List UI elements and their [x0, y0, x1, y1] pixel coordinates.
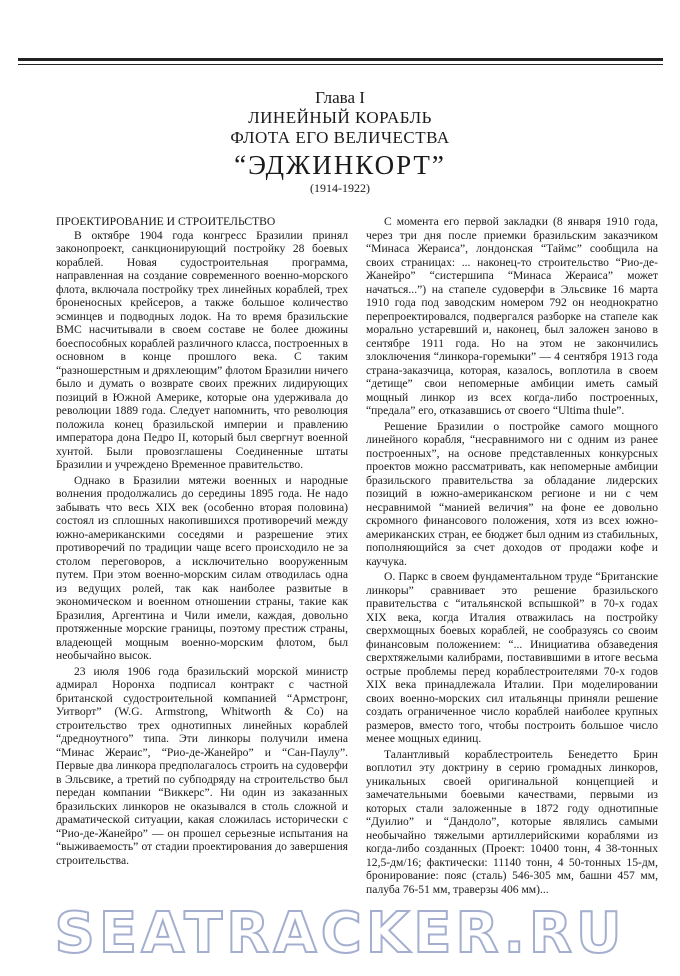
paragraph: Однако в Бразилии мятежи военных и народные волнения продолжались до середины 1895 года. Не надо забывать что весь XIX век (особенно вторая половина) состоял из сплошных накопившихся противоречий между южно-американскими соседями и разрешение этих противоречий по традиции чаще всего происходило не за столом переговоров, а исключительно вооруженным путем. При этом военно-морским силам отводилась одна из ведущих ролей, так как наиболее развитые в экономическом и военном отношении страны, такие как Бразилия, Аргентина и Чили имели, каждая, довольно протяженные морские границы, поэтому престиж страны, владеющей мощным военно-морским флотом, был необычайно высок.: [56, 473, 348, 662]
top-rule-thick: [18, 58, 663, 61]
title-line-1: ЛИНЕЙНЫЙ КОРАБЛЬ: [248, 108, 432, 127]
watermark: [10, 898, 670, 964]
section-title: ПРОЕКТИРОВАНИЕ И СТРОИТЕЛЬСТВО: [56, 215, 276, 228]
title-line-2: ФЛОТА ЕГО ВЕЛИЧЕСТВА: [230, 128, 450, 147]
paragraph: Талантливый кораблестроитель Бенедетто Брин воплотил эту доктрину в серию громадных линкоров, уникальных своей оригинальной концепцией и замечательными боевыми качествами, первыми из которых стали заложенные в 1872 году однотипные “Дуилио” и “Дандоло”, которые являлись самыми необычайно тяжелыми артиллерийскими кораблями из когда-либо созданных (Проект: 10400 тонн, 4 38-тонных 12,5-дм/16; фактически: 11140 тонн, 4 50-тонных 15-дм, бронирование: пояс (сталь) 546-305 мм, башни 457 мм, палуба 76-51 мм, траверзы 406 мм)...: [366, 747, 658, 896]
chapter-heading: [0, 88, 680, 195]
left-column: [56, 215, 348, 867]
paragraph: 23 июля 1906 года бразильский морской министр адмирал Норонха подписал контракт с частной британской судостроительной компанией “Армстронг, Уитворт” (W.G. Armstrong, Whitworth & Co) на строительство трех однотипных линейных кораблей “дредноутного” типа. Эти линкоры получили имена “Минас Жераис”, “Рио-де-Жанейро” и “Сан-Паулу”. Первые два линкора предполагалось строить на судоверфи в Эльсвике, а третий по субподряду на строительство был передан компании “Виккерс”. Ни один из заказанных бразильских линкоров не оказывался в столь сложной и драматической ситуации, какая сложилась исторически с “Рио-де-Жанейро” — он прошел серьезные испытания на “выживаемость” от стадии проектирования до завершения строительства.: [56, 664, 348, 867]
chapter-number: Глава I: [315, 88, 365, 107]
paragraph: О. Паркс в своем фундаментальном труде “Британские линкоры” сравнивает это решение бразильского правительства с “итальянской вспышкой” в 70-х годах XIX века, когда Италия отважилась на постройку сверхмощных боевых кораблей, не сообразуясь со своим финансовым положением: “... Инициатива обзаведения сверхтяжелыми калибрами, поставившими в итоге весьма острые проблемы перед кораблестроителями 70-х годов XIX века принадлежала Италии. При моделировании своих военно-морских сил итальянцы приняли решение создать ограниченное число кораблей наиболее крупных размеров, вместо того, чтобы построить большое число менее мощных единиц.: [366, 570, 658, 745]
ship-name: “ЭДЖИНКОРТ”: [234, 150, 446, 180]
watermark-text: SEATRACKER.RU: [54, 901, 626, 964]
paragraph: С момента его первой закладки (8 января 1910 года, через три дня после приемки бразильским заказчиком “Минаса Жераиса”, лондонская “Таймс” сообщила на своих страницах: ... наконец-то строительство “Рио-де-Жанейро” “систершипа “Минаса Жераиса” может начаться...”) на стапеле судоверфи в Эльсвике 16 марта 1910 года под заводским номером 792 он неоднократно перепроектировался, подвергался разборке на стапеле как морально устаревший и, наконец, был заложен заново в сентябре 1911 года. Но на этом не закончились злоключения “линкора-горемыки” — 4 сентября 1913 года страна-заказчица, которая, казалось, воплотила в своем “детище” свои непомерные амбиции иметь самый мощный линкор из всех когда-либо построенных, “предала” его, отказавшись от своего “Ultima thule”.: [366, 215, 658, 417]
right-column: [366, 215, 658, 896]
paragraph: В октябре 1904 года конгресс Бразилии принял законопроект, санкционирующий постройку 28 боевых кораблей. Новая судостроительная программа, направленная на создание современного военно-морского флота, включала постройку трех линейных кораблей, трех броненосных крейсеров, а также большое количество эсминцев и подводных лодок. На то время бразильские ВМС насчитывали в своем составе не более дюжины боеспособных кораблей различного класса, построенных в основном в конце прошлого века. С таким “разношерстным и дряхлеющим” флотом Бразилии ничего было и думать о возврате своих прежних лидирующих позиций в Южной Америке, которые она удерживала до революции 1889 года. Следует напомнить, что революция положила конец бразильской империи и правлению императора дона Педро II, который был свергнут военной хунтой. Были провозглашены Соединенные штаты Бразилии и учреждено Временное правительство.: [56, 228, 349, 471]
top-rule-thin: [18, 64, 663, 65]
paragraph: Решение Бразилии о постройке самого мощного линейного корабля, “несравнимого ни с одним из ранее построенных”, на основе представленных конкурсных проектов можно рассматривать, как непомерные амбиции бразильского правительства за обладание лидерских позиций в южно-американском регионе и ни с чем несравнимой “манией величия” на фоне ее довольно скромного финансового положения, хотя из всех южно-американских стран, ее бюджет был одним из стабильных, пополняющийся за счет доходов от продажи кофе и каучука.: [366, 419, 658, 568]
service-years: (1914-1922): [310, 181, 370, 195]
